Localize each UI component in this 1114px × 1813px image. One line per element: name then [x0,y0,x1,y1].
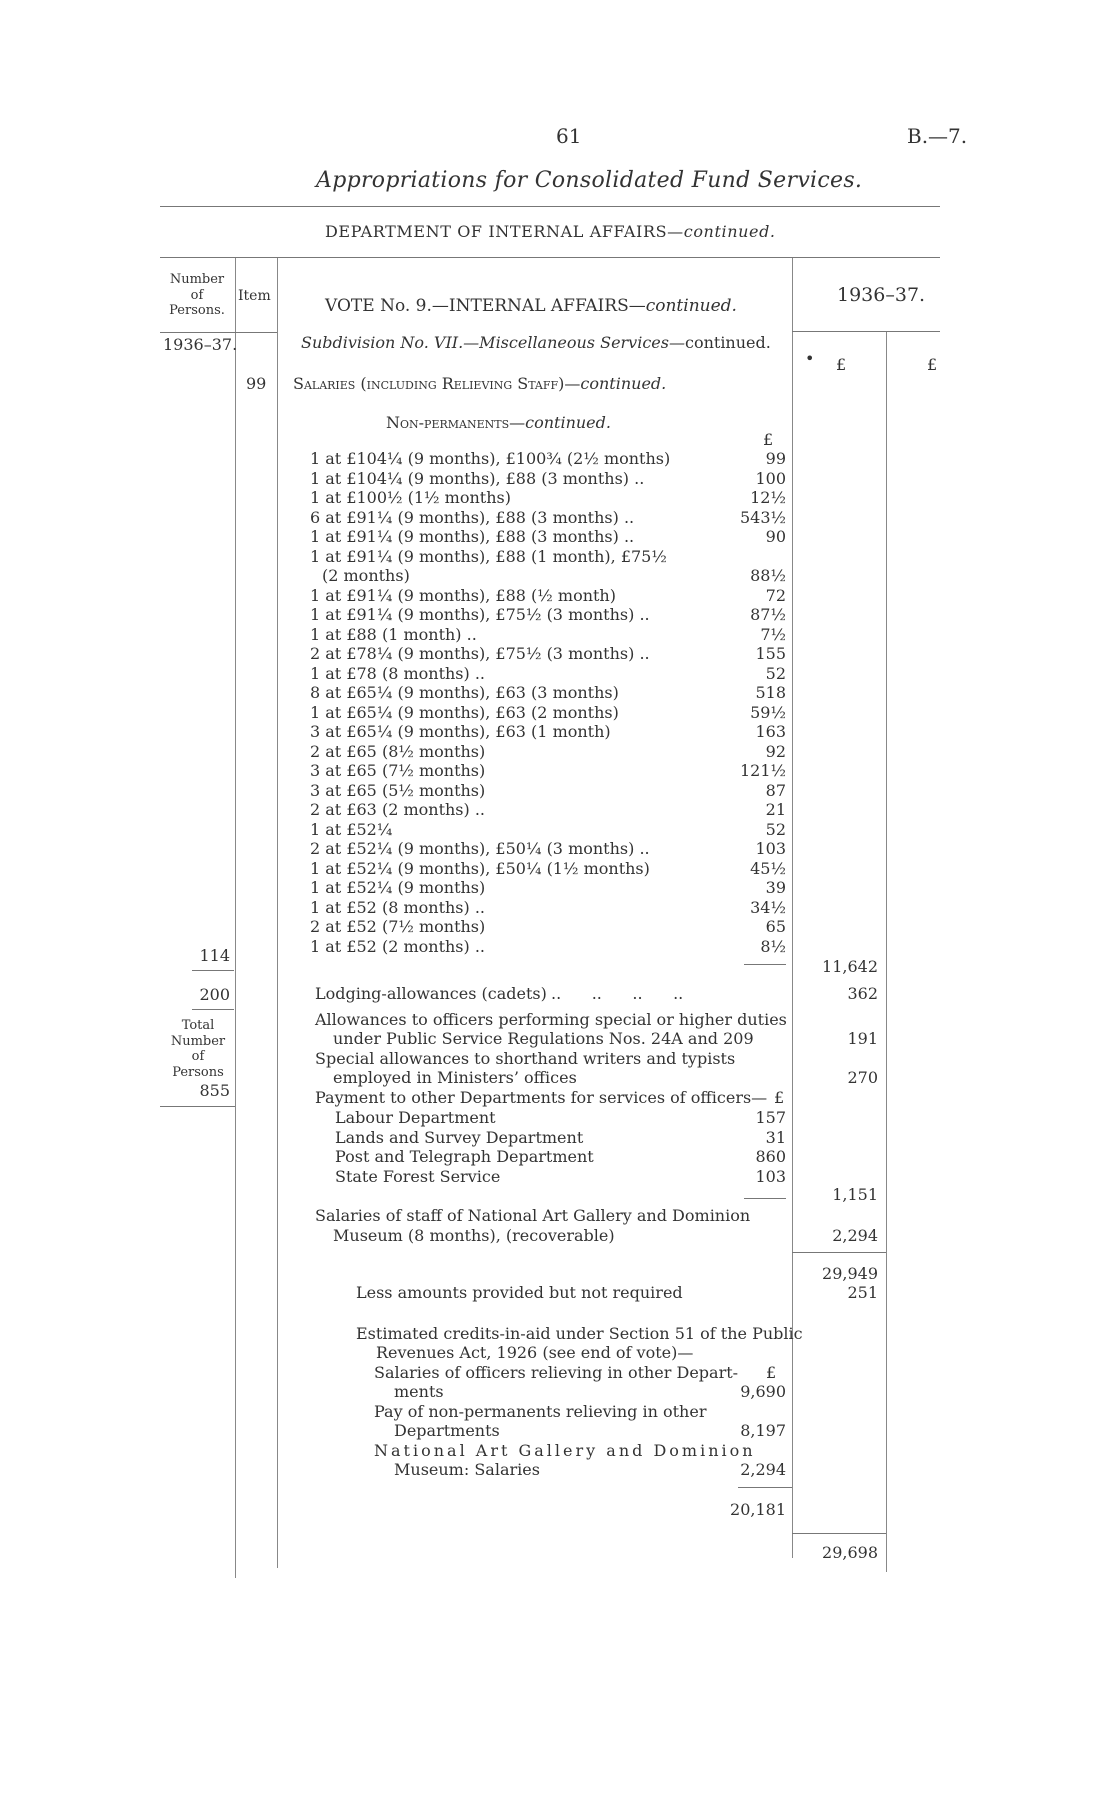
museum-staff-line-2: Museum (8 months), (recoverable) [333,1226,615,1245]
credits-row3-amount: 2,294 [740,1460,786,1479]
item-column-header: Item [238,288,271,304]
credits-total-rule [738,1487,792,1488]
credits-line-2: Revenues Act, 1926 (see end of vote)— [376,1343,694,1362]
row-description: 1 at £52¼ (9 months), £50¼ (1½ months) [310,858,650,878]
nonpermanents-continued: continued. [525,413,611,432]
bullet: • [805,349,815,368]
list-item [310,898,786,918]
credits-row3-line-2: Museum: Salaries [394,1460,540,1479]
row-amount: 518 [755,683,786,702]
department-continued: continued. [683,222,776,241]
shorthand-amount: 270 [847,1068,878,1087]
list-item [310,683,786,703]
credits-row2-amount: 8,197 [740,1421,786,1440]
row-amount: 31 [765,1127,786,1147]
payment-total: 1,151 [832,1185,878,1204]
list-item [310,742,786,762]
title-rule [160,206,940,207]
row-amount: 52 [765,663,786,683]
persons-count-200: 200 [199,985,230,1004]
row-description: 1 at £88 (1 month) .. [310,624,477,644]
persons-header-line: Number [169,272,225,287]
row-amount: 87 [765,780,786,800]
special-duties-line-2: under Public Service Regulations Nos. 24A and 209 [333,1029,754,1048]
payment-list [335,1108,786,1186]
payment-subtotal-rule [744,1198,786,1199]
nonperm-subtotal: 11,642 [822,957,878,976]
list-item [310,586,786,606]
row-amount: 88½ [750,566,786,585]
list-item [335,1128,786,1148]
row-description: 1 at £91¼ (9 months), £75½ (3 months) .. [310,605,650,624]
list-item [310,800,786,820]
gross-total-rule [792,1252,886,1253]
list-item [335,1108,786,1128]
list-item [310,547,786,567]
rule-text-amount [792,258,793,1558]
list-item [310,488,786,508]
row-amount: 99 [765,449,786,468]
row-amount: 87½ [750,605,786,624]
row-amount: 103 [755,1166,786,1186]
nonpermanents-heading [386,413,611,433]
row-amount: 92 [765,741,786,761]
credits-row1-amount: 9,690 [740,1382,786,1401]
row-amount: 72 [765,585,786,605]
row-amount: 155 [755,644,786,663]
credits-total: 20,181 [730,1500,786,1519]
row-description: 1 at £65¼ (9 months), £63 (2 months) [310,702,619,722]
row-description: Lands and Survey Department [335,1127,584,1147]
row-description: 2 at £78¼ (9 months), £75½ (3 months) .. [310,644,650,663]
department-heading [325,222,776,241]
salaries-continued: continued. [580,374,667,393]
row-description: 3 at £65 (5½ months) [310,780,486,800]
salaries-label: Salaries (including Relieving Staff)— [293,374,581,393]
rule-item-text [277,258,278,1568]
nonpermanents-pound: £ [763,430,774,449]
row-amount: 103 [755,839,786,858]
subdivision-heading [301,333,771,353]
row-description: 1 at £52¼ [310,819,393,839]
less-text: Less amounts provided but not required [356,1283,683,1302]
persons-total-rule [160,1106,235,1107]
credits-row1-line-1: Salaries of officers relieving in other Depart- [374,1363,739,1382]
row-amount: 860 [755,1147,786,1166]
persons-total-line: Number [170,1033,226,1049]
pound-column-2: £ [927,355,938,374]
row-amount: 543½ [739,507,786,527]
row-amount: 8½ [760,936,786,956]
persons-count-114: 114 [199,946,230,965]
persons-rule [192,1009,234,1010]
list-item [310,761,786,781]
row-description: (2 months) [322,566,410,585]
persons-column-header [162,272,232,319]
row-description: 2 at £52 (7½ months) [310,917,486,936]
year-left: 1936–37. [163,335,238,354]
rule-amount-amount [886,332,887,1572]
row-description: 1 at £52¼ (9 months) [310,878,486,897]
museum-staff-line-1: Salaries of staff of National Art Gallery and Dominion [315,1206,751,1225]
row-description: 8 at £65¼ (9 months), £63 (3 months) [310,683,619,702]
list-item [310,820,786,840]
net-total-rule [792,1533,886,1534]
row-description: Post and Telegraph Department [335,1147,594,1166]
persons-rule [192,970,234,971]
row-description: 3 at £65¼ (9 months), £63 (1 month) [310,722,611,741]
row-amount: 21 [765,800,786,819]
list-item [310,469,786,489]
list-item [310,566,786,586]
row-amount: 34½ [750,897,786,917]
row-description: 1 at £104¼ (9 months), £88 (3 months) .. [310,468,645,488]
row-description: 1 at £91¼ (9 months), £88 (3 months) .. [310,527,635,546]
lodging-row [315,984,786,1004]
list-item [310,625,786,645]
list-item [335,1147,786,1167]
persons-total-line: Persons [172,1064,224,1080]
row-description: 6 at £91¼ (9 months), £88 (3 months) .. [310,507,635,527]
list-item [310,508,786,528]
row-amount: 59½ [750,702,786,722]
credits-pound: £ [766,1363,777,1382]
list-item [310,527,786,547]
list-item [310,878,786,898]
subdivision-label: Subdivision No. VII.—Miscellaneous Services— [301,333,685,352]
row-amount: 163 [755,722,786,741]
vote-name: VOTE No. 9.—INTERNAL AFFAIRS— [325,296,646,316]
salaries-heading [293,374,666,394]
persons-total-line: Total [181,1018,215,1033]
year-right: 1936–37. [837,284,926,306]
credits-row3-line-1: National Art Gallery and Dominion [374,1441,756,1460]
row-amount: 7½ [760,624,786,644]
credits-line-1: Estimated credits-in-aid under Section 51 of the Public [356,1324,803,1343]
list-item [310,781,786,801]
list-item [310,664,786,684]
list-item [310,605,786,625]
lodging-amount: 362 [847,984,878,1003]
gross-total: 29,949 [822,1264,878,1283]
row-description: Labour Department [335,1108,496,1127]
list-item [310,644,786,664]
persons-total-value: 855 [199,1081,230,1100]
persons-header-line: of [190,287,204,303]
vote-heading [325,297,737,317]
row-description: 3 at £65 (7½ months) [310,761,486,780]
persons-total-label [164,1018,232,1080]
special-duties-amount: 191 [847,1029,878,1048]
rule-persons-item [235,258,236,1578]
less-amount: 251 [847,1283,878,1302]
item-number: 99 [246,374,267,393]
special-duties-line-1: Allowances to officers performing special or higher duties [315,1010,787,1029]
row-amount: 65 [765,917,786,936]
department-name: DEPARTMENT OF INTERNAL AFFAIRS— [325,222,684,241]
list-item [310,937,786,957]
row-description: 2 at £52¼ (9 months), £50¼ (3 months) .. [310,839,650,858]
nonpermanents-label: Non-permanents— [386,413,526,432]
payment-pound: £ [774,1088,785,1107]
row-description: 1 at £78 (8 months) .. [310,663,486,683]
list-item [335,1167,786,1187]
row-amount: 45½ [750,858,786,878]
leader-dots: .. .. .. .. [551,984,684,1003]
row-description: 1 at £52 (2 months) .. [310,936,486,956]
subdivision-continued: continued. [684,333,771,352]
credits-row2-line-1: Pay of non-permanents relieving in other [374,1402,707,1421]
row-description: 1 at £100½ (1½ months) [310,488,511,507]
list-item [310,703,786,723]
nonpermanents-list [310,449,786,956]
row-amount: 121½ [739,761,786,780]
row-description: State Forest Service [335,1166,501,1186]
net-total: 29,698 [822,1543,878,1562]
page-number: 61 [556,124,582,148]
row-description: 1 at £52 (8 months) .. [310,897,486,917]
row-amount: 39 [765,878,786,897]
list-item [310,449,786,469]
list-item [310,839,786,859]
persons-header-line: Persons. [169,303,225,318]
list-item [310,722,786,742]
row-description: 1 at £104¼ (9 months), £100¾ (2½ months) [310,449,671,468]
row-amount: 157 [755,1108,786,1127]
right-header-rule [792,331,940,332]
row-amount: 52 [765,819,786,839]
shorthand-line-2: employed in Ministers’ offices [333,1068,577,1087]
row-amount: 100 [755,468,786,488]
row-description: 2 at £63 (2 months) .. [310,800,486,819]
list-item [310,859,786,879]
lodging-text: Lodging-allowances (cadets) [315,984,547,1003]
row-amount: 12½ [750,488,786,507]
vote-continued: continued. [645,296,737,316]
payment-heading: Payment to other Departments for services of officers— [315,1088,768,1107]
nonperm-subtotal-rule [744,964,786,965]
row-description: 1 at £91¼ (9 months), £88 (1 month), £75½ [310,546,667,566]
museum-staff-amount: 2,294 [832,1226,878,1245]
list-item [310,917,786,937]
document-reference: B.—7. [907,124,968,148]
row-description: 2 at £65 (8½ months) [310,741,486,761]
page-title: Appropriations for Consolidated Fund Services. [316,168,863,193]
row-amount: 90 [765,527,786,546]
persons-total-line: of [191,1049,205,1064]
pound-column-1: £ [836,355,847,374]
shorthand-line-1: Special allowances to shorthand writers and typists [315,1049,736,1068]
row-description: 1 at £91¼ (9 months), £88 (½ month) [310,585,616,605]
credits-row1-line-2: ments [394,1382,444,1401]
left-header-rule [160,332,277,333]
credits-row2-line-2: Departments [394,1421,500,1440]
